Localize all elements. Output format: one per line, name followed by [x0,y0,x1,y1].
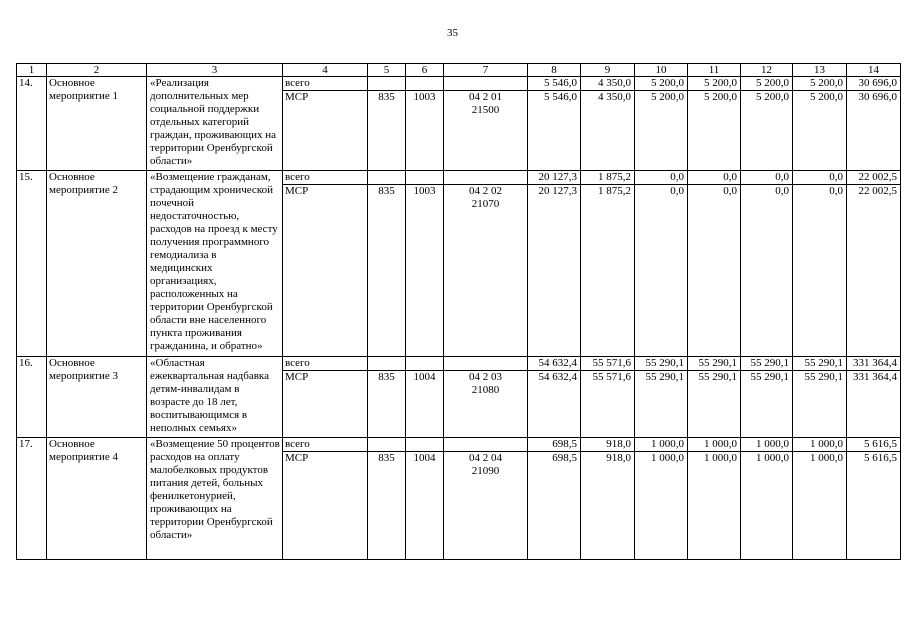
table-row-total [17,171,901,185]
code-cell [444,91,528,171]
value-cell: 5 546,0 [528,77,581,91]
value-cell: 1 000,0 [793,452,847,560]
value-cell: 698,5 [528,452,581,560]
value-cell: 918,0 [581,438,635,452]
value-cell: 5 200,0 [635,77,688,91]
value-cell: 0,0 [741,185,793,357]
value-cell: 30 696,0 [847,77,901,91]
measure-description: «Областная ежеквартальная надбавка детям-инвалидам в возрасте до 18 лет, воспитывающимся в неполных семьях» [147,357,283,438]
value-cell: 55 290,1 [635,371,688,438]
source-label: всего [283,438,368,452]
value-cell: 5 200,0 [688,91,741,171]
code-line: 04 2 03 [469,371,502,383]
value-cell: 0,0 [635,171,688,185]
value-cell: 0,0 [688,171,741,185]
column-header: 2 [47,64,147,77]
table-row-total [17,77,901,91]
column-header: 10 [635,64,688,77]
value-cell: 22 002,5 [847,185,901,357]
value-cell: 55 290,1 [793,357,847,371]
value-cell: 55 571,6 [581,357,635,371]
source-label: МСР [283,185,368,357]
column-header: 5 [368,64,406,77]
value-cell: 918,0 [581,452,635,560]
value-cell: 1 000,0 [688,452,741,560]
code-cell: 1004 [406,371,444,438]
measure-description: «Реализация дополнительных мер социальной поддержки отдельных категорий граждан, проживающих на территории Оренбургской области» [147,77,283,171]
code-cell: 1004 [406,452,444,560]
code-line: 04 2 01 [469,91,502,103]
column-header: 9 [581,64,635,77]
source-label: всего [283,357,368,371]
value-cell: 5 200,0 [793,91,847,171]
column-header: 11 [688,64,741,77]
value-cell: 55 290,1 [688,357,741,371]
value-cell: 0,0 [688,185,741,357]
header-row [17,64,901,77]
column-header: 4 [283,64,368,77]
code-cell: 1003 [406,91,444,171]
source-label: МСР [283,91,368,171]
value-cell: 5 616,5 [847,452,901,560]
value-cell: 5 200,0 [793,77,847,91]
code-cell: 835 [368,371,406,438]
code-line: 04 2 04 [469,452,502,464]
column-header: 14 [847,64,901,77]
value-cell: 20 127,3 [528,185,581,357]
source-label: всего [283,171,368,185]
column-header: 8 [528,64,581,77]
value-cell: 55 290,1 [793,371,847,438]
value-cell: 698,5 [528,438,581,452]
value-cell: 55 290,1 [741,357,793,371]
value-cell: 55 290,1 [635,357,688,371]
measure-name: Основное мероприятие 1 [47,77,147,171]
table-row-total [17,438,901,452]
row-number: 15. [17,171,47,357]
row-number: 16. [17,357,47,438]
value-cell: 0,0 [793,185,847,357]
budget-table [16,63,901,560]
value-cell: 0,0 [793,171,847,185]
table-row-total [17,357,901,371]
value-cell: 5 200,0 [688,77,741,91]
code-cell [444,452,528,560]
value-cell: 0,0 [741,171,793,185]
column-header: 6 [406,64,444,77]
value-cell: 4 350,0 [581,77,635,91]
value-cell: 1 000,0 [793,438,847,452]
column-header: 12 [741,64,793,77]
value-cell: 55 290,1 [688,371,741,438]
row-number: 14. [17,77,47,171]
value-cell: 5 616,5 [847,438,901,452]
measure-name: Основное мероприятие 4 [47,438,147,560]
value-cell: 22 002,5 [847,171,901,185]
source-label: всего [283,77,368,91]
measure-name: Основное мероприятие 2 [47,171,147,357]
value-cell: 55 290,1 [741,371,793,438]
value-cell: 1 000,0 [741,438,793,452]
row-number: 17. [17,438,47,560]
value-cell: 54 632,4 [528,371,581,438]
source-label: МСР [283,452,368,560]
value-cell: 331 364,4 [847,357,901,371]
value-cell: 5 200,0 [635,91,688,171]
column-header: 1 [17,64,47,77]
code-cell [444,371,528,438]
value-cell: 1 875,2 [581,171,635,185]
code-cell: 835 [368,185,406,357]
value-cell: 5 200,0 [741,91,793,171]
code-cell: 1003 [406,185,444,357]
value-cell: 1 875,2 [581,185,635,357]
value-cell: 4 350,0 [581,91,635,171]
measure-description: «Возмещение гражданам, страдающим хронической почечной недостаточностью, расходов на проезд к месту получения программного гемодиализа в медицинских организациях, расположенных на территории Оренбургской области вне населенного пункта проживания гражданина, и обратно» [147,171,283,357]
code-line: 04 2 02 [469,185,502,197]
code-cell [444,185,528,357]
value-cell: 54 632,4 [528,357,581,371]
code-line: 21070 [471,198,500,210]
page-number: 35 [447,27,458,39]
value-cell: 5 546,0 [528,91,581,171]
source-label: МСР [283,371,368,438]
code-line: 21500 [471,104,500,116]
value-cell: 0,0 [635,185,688,357]
value-cell: 1 000,0 [635,452,688,560]
value-cell: 20 127,3 [528,171,581,185]
value-cell: 1 000,0 [688,438,741,452]
code-cell: 835 [368,452,406,560]
measure-name: Основное мероприятие 3 [47,357,147,438]
value-cell: 5 200,0 [741,77,793,91]
value-cell: 1 000,0 [741,452,793,560]
value-cell: 331 364,4 [847,371,901,438]
code-line: 21090 [471,465,500,477]
code-cell: 835 [368,91,406,171]
value-cell: 55 571,6 [581,371,635,438]
measure-description: «Возмещение 50 процентов расходов на оплату малобелковых продуктов питания детей, больных фенилкетонурией, проживающих на территории Оренбургской области» [147,438,283,560]
column-header: 7 [444,64,528,77]
value-cell: 30 696,0 [847,91,901,171]
value-cell: 1 000,0 [635,438,688,452]
column-header: 3 [147,64,283,77]
column-header: 13 [793,64,847,77]
code-line: 21080 [471,384,500,396]
